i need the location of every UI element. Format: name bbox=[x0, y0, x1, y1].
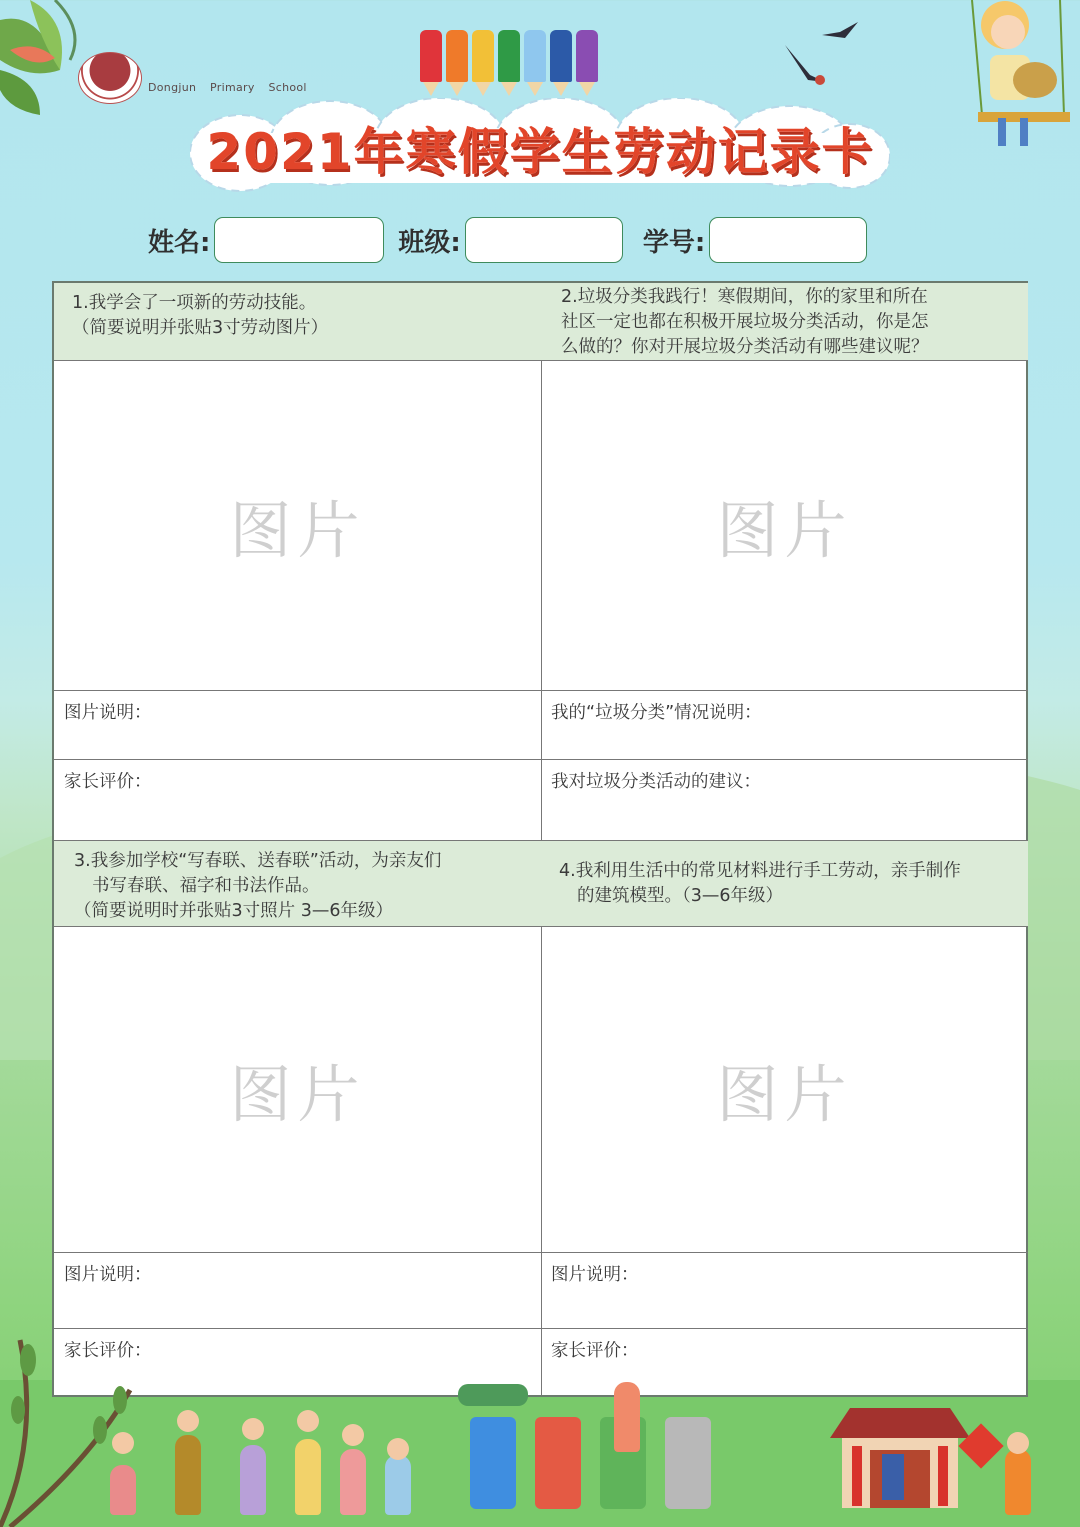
page-title: 2021年寒假学生劳动记录卡 bbox=[206, 123, 874, 181]
section-4-prompt-line: 的建筑模型。（3—6年级） bbox=[577, 886, 784, 906]
right-column bbox=[541, 283, 1028, 1395]
section-1-parent-comment-field[interactable] bbox=[54, 760, 541, 841]
parent-comment-label: 家长评价： bbox=[64, 1341, 152, 1361]
boy-with-guitar-on-swing-illustration bbox=[960, 0, 1075, 150]
section-2-prompt-line: 社区一定也都在积极开展垃圾分类活动，你是怎 bbox=[561, 312, 929, 332]
section-1-photo-caption-field[interactable] bbox=[54, 691, 541, 760]
student-info-row bbox=[148, 217, 881, 263]
photo-placeholder: 图片 bbox=[716, 1058, 853, 1131]
student-id-field[interactable] bbox=[709, 217, 867, 263]
section-4-photo-caption-field[interactable] bbox=[541, 1253, 1028, 1329]
section-2-prompt-line: 2.垃圾分类我践行！寒假期间，你的家里和所在 bbox=[561, 287, 928, 307]
sorting-description-label: 我的“垃圾分类”情况说明： bbox=[551, 703, 762, 723]
recycle-bin-icon bbox=[470, 1417, 516, 1509]
section-4-photo-area[interactable] bbox=[541, 927, 1028, 1253]
section-2-sorting-description-field[interactable] bbox=[541, 691, 1028, 760]
suggestion-label: 我对垃圾分类活动的建议： bbox=[551, 772, 761, 792]
photo-caption-label: 图片说明： bbox=[551, 1265, 639, 1285]
class-field[interactable] bbox=[465, 217, 623, 263]
section-3-prompt bbox=[54, 841, 541, 927]
section-2-prompt-line: 么做的？你对开展垃圾分类活动有哪些建议呢？ bbox=[561, 337, 929, 357]
name-label: 姓名: bbox=[148, 227, 211, 258]
bottle-illustration bbox=[458, 1384, 528, 1406]
section-4-prompt-line: 4.我利用生活中的常见材料进行手工劳动，亲手制作 bbox=[559, 861, 961, 881]
class-label: 班级: bbox=[398, 227, 461, 258]
section-3-photo-area[interactable] bbox=[54, 927, 541, 1253]
school-name: Dongjun Primary School bbox=[148, 81, 307, 94]
pencil-characters-illustration bbox=[420, 30, 598, 82]
swallow-bird-icon bbox=[820, 20, 860, 50]
photo-caption-label: 图片说明： bbox=[64, 1265, 152, 1285]
photo-caption-label: 图片说明： bbox=[64, 703, 152, 723]
hazardous-bin-icon bbox=[535, 1417, 581, 1509]
section-1-prompt-line: 1.我学会了一项新的劳动技能。 bbox=[72, 293, 317, 313]
photo-placeholder: 图片 bbox=[716, 494, 853, 567]
section-4-prompt bbox=[541, 841, 1028, 927]
student-id-label: 学号: bbox=[642, 227, 706, 258]
section-1-prompt-line: （简要说明并张贴3寸劳动图片） bbox=[72, 318, 329, 338]
section-2-suggestion-field[interactable] bbox=[541, 760, 1028, 841]
section-3-prompt-line: （简要说明时并张贴3寸照片 3—6年级） bbox=[74, 901, 393, 921]
photo-placeholder: 图片 bbox=[229, 1058, 366, 1131]
section-1-photo-area[interactable] bbox=[54, 361, 541, 691]
children-labor-scene-illustration bbox=[0, 1380, 1080, 1527]
left-column bbox=[54, 283, 542, 1395]
section-1-prompt bbox=[54, 283, 541, 361]
section-2-prompt bbox=[541, 283, 1028, 361]
parent-comment-label: 家长评价： bbox=[64, 772, 152, 792]
photo-placeholder: 图片 bbox=[229, 494, 366, 567]
labor-record-sheet bbox=[52, 281, 1028, 1397]
section-2-photo-area[interactable] bbox=[541, 361, 1028, 691]
other-waste-bin-icon bbox=[665, 1417, 711, 1509]
school-logo bbox=[78, 52, 142, 104]
name-field[interactable] bbox=[214, 217, 384, 263]
chinese-house-illustration bbox=[830, 1398, 970, 1508]
parent-comment-label: 家长评价： bbox=[551, 1341, 639, 1361]
section-3-prompt-line: 3.我参加学校“写春联、送春联”活动，为亲友们 bbox=[74, 851, 442, 871]
section-3-prompt-line: 书写春联、福字和书法作品。 bbox=[92, 876, 320, 896]
